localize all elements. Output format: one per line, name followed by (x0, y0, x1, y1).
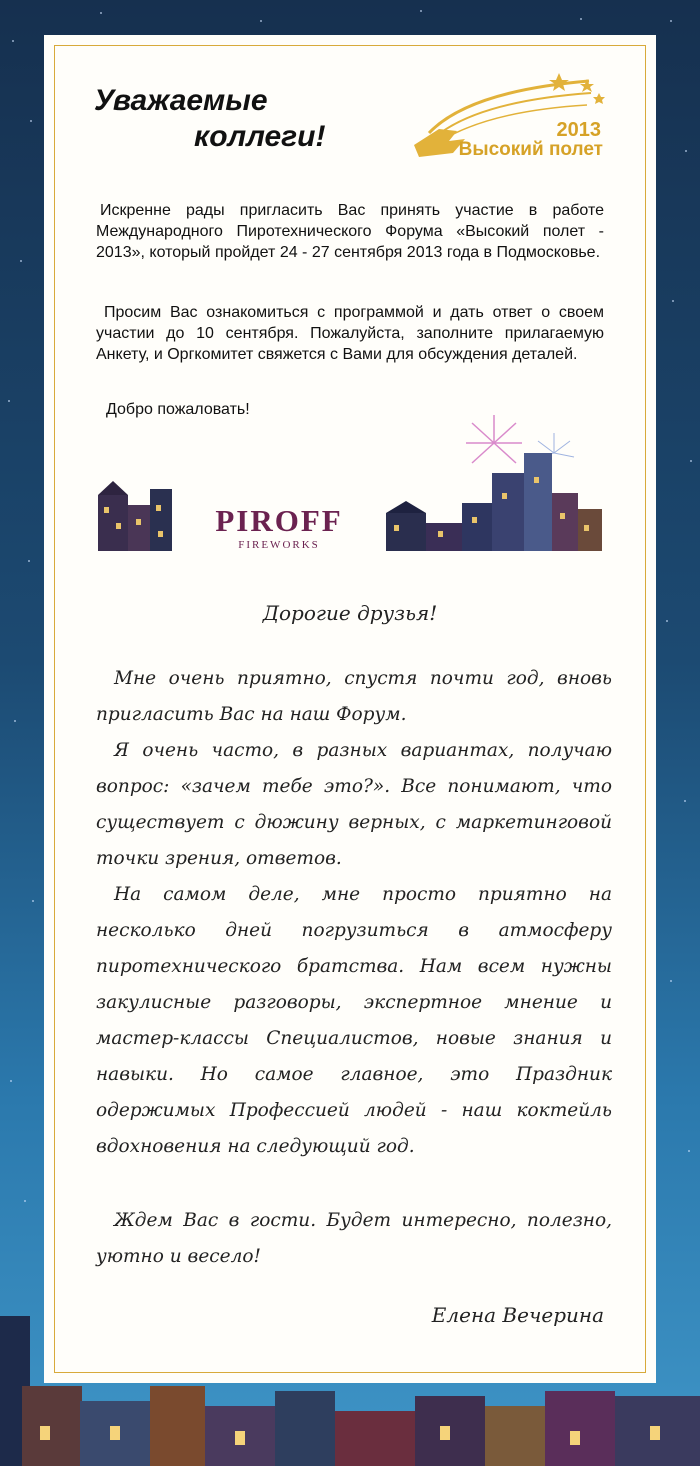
invitation-card (44, 35, 656, 1383)
greeting-line-1: Уважаемые (94, 84, 268, 117)
invitation-paragraph-2: Просим Вас ознакомиться с программой и дать ответ о своем участии до 10 сентября. Пожалуйста, заполните прилагаемую Анкету, и Оргкомитет свяжется с Вами для обсуждения деталей. (96, 304, 604, 363)
houses-illustration-left (96, 475, 174, 551)
letter-paragraph-1: Мне очень приятно, спустя почти год, вновь пригласить Вас на наш Форум. (96, 668, 612, 725)
greeting-line-2: коллеги! (194, 120, 326, 153)
logo-title: Высокий полет (458, 139, 603, 160)
city-fireworks-illustration (384, 413, 604, 551)
brand-name: PIROFF (215, 503, 343, 538)
letter-paragraph-3: На самом деле, мне просто приятно на несколько дней погрузиться в атмосферу пиротехнического братства. Нам всем нужны закулисные разговоры, экспертное мнение и мастер-классы Специалистов, новые знания и навыки. Но самое главное, это Праздник одержимых Профессией людей - наш коктейль вдохновения на следующий год. (96, 884, 612, 1157)
greeting-heading (94, 83, 344, 155)
letter-signature: Елена Вечерина (431, 1303, 604, 1327)
letter-paragraph-4: Ждем Вас в гости. Будет интересно, полезно, уютно и весело! (96, 1210, 612, 1267)
invitation-paragraph-1: Искренне рады пригласить Вас принять участие в работе Международного Пиротехнического Форума «Высокий полет - 2013», который пройдет 24 - 27 сентября 2013 года в Подмосковье. (96, 202, 604, 261)
letter-salutation: Дорогие друзья! (262, 601, 438, 625)
letter-paragraph-2: Я очень часто, в разных вариантах, получаю вопрос: «зачем тебе это?». Все понимают, что существует с дюжину верных, с маркетинговой точки зрения, ответов. (96, 740, 612, 869)
brand-subtitle: FIREWORKS (238, 539, 320, 551)
welcome-text: Добро пожаловать! (106, 401, 250, 418)
forum-logo (409, 71, 609, 163)
piroff-brand-logo (204, 505, 354, 551)
logo-year: 2013 (556, 119, 601, 141)
